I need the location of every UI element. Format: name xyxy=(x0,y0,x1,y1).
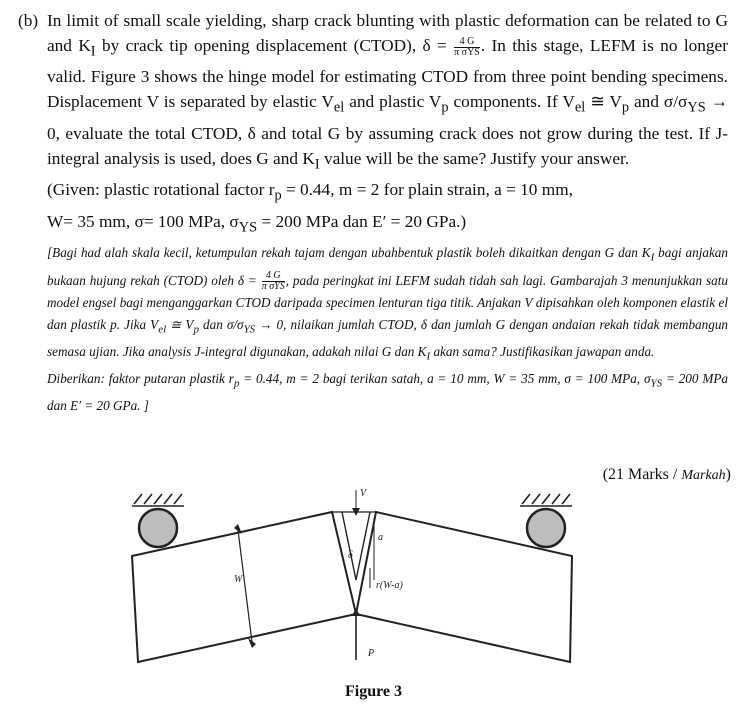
q-text-7: and σ/σ xyxy=(629,92,688,112)
q-sub-5: el xyxy=(574,99,586,116)
question-english xyxy=(18,8,728,177)
label-v: V xyxy=(360,488,367,499)
m-text-4: ≅ V xyxy=(166,316,194,332)
q-sub-7: YS xyxy=(687,99,706,116)
q-text-1: In limit of small scale yielding, sharp crack blunting with plastic deformation can be related to G and K xyxy=(47,11,728,55)
given-text-1: (Given: plastic rotational factor r xyxy=(47,180,275,200)
frac-num: 4 G xyxy=(454,37,480,48)
marks-text: (21 Marks / xyxy=(602,466,682,483)
w-dimension-line xyxy=(238,530,252,642)
given-sub-1: p xyxy=(274,187,282,204)
right-support-hatch xyxy=(520,494,572,506)
m-text-3: , pada peringkat ini LEFM sudah tidah sah lagi. Gambarajah 3 menunjukkan satu model engsel bagi menganggarkan CTOD daripada specimen lenturan tiga titik. Anjakan V dipisahkan oleh komponen elastik el dan plastik p. Jika V xyxy=(47,272,728,332)
m-given-1b: = 0.44, m = 2 bagi terikan satah, a = 10 mm, W = 35 mm, σ = 100 MPa, σ xyxy=(239,371,651,387)
q-sub-3: el xyxy=(333,99,345,116)
m-sub-1: I xyxy=(650,251,655,264)
figure-caption: Figure 3 xyxy=(344,683,403,700)
given-text-2: W= 35 mm, σ= 100 MPa, σ xyxy=(47,211,239,231)
left-roller xyxy=(139,509,177,547)
m-text-6: → 0, nilaikan jumlah CTOD, δ dan jumlah G dengan andaian rekah tidak membangun semasa ujian. Jika analysis J-integral digunakan, adakah nilai G dan K xyxy=(47,316,729,359)
label-p: P xyxy=(368,648,375,659)
m-text-2: bagi anjakan bukaan hujung rekah (CTOD) oleh δ = xyxy=(47,245,728,288)
q-text-2: by crack tip opening displacement (CTOD), δ = xyxy=(95,36,454,55)
m-text-5: dan σ/σ xyxy=(198,316,244,332)
q-sub-8: I xyxy=(314,156,320,173)
m-given-1c: = 200 MPa dan E′ = 20 GPa. ] xyxy=(47,371,728,414)
q-text-6: ≅ V xyxy=(585,92,622,112)
marks-close: ) xyxy=(725,466,731,483)
left-support-hatch xyxy=(132,494,184,506)
m-given-sub-1: p xyxy=(233,377,240,390)
given-sub-2: YS xyxy=(238,219,258,236)
m-frac-num: 4 G xyxy=(262,271,285,282)
m-sub-6: I xyxy=(426,350,431,363)
m-given-sub-2: YS xyxy=(650,377,663,390)
right-roller xyxy=(527,509,565,547)
given-line-2 xyxy=(18,209,728,240)
given-text-2b: = 200 MPa dan E′ = 20 GPa.) xyxy=(257,211,467,231)
question-block xyxy=(18,8,728,417)
q-sub-6: p xyxy=(621,99,630,116)
given-text-1b: = 0.44, m = 2 for plain strain, a = 10 mm, xyxy=(281,180,573,200)
label-delta: δ xyxy=(348,550,353,561)
q-text-3: . In this stage, LEFM is no longer valid. Figure 3 shows the hinge model for estimating CTOD from three point bending specimens. Displacement V is separated by elastic V xyxy=(47,36,728,112)
label-r: r(W-a) xyxy=(376,580,403,591)
question-label: (b) xyxy=(18,11,39,30)
m-sub-3: el xyxy=(158,323,167,336)
q-sub-1: I xyxy=(90,43,96,60)
m-text-7: akan sama? Justifikasikan jawapan anda. xyxy=(430,343,655,359)
m-text-1: [Bagi had alah skala kecil, ketumpulan rekah tajam dengan ubahbentuk plastik boleh dikaitkan dengan G dan K xyxy=(47,245,651,261)
frac-den: π σYS xyxy=(454,46,480,58)
q-text-4: and plastic V xyxy=(344,92,442,112)
q-sub-4: p xyxy=(441,99,449,116)
m-sub-5: YS xyxy=(243,323,256,336)
label-w: W xyxy=(234,574,243,585)
marks-malay: Markah xyxy=(681,468,726,483)
question-malay xyxy=(18,242,728,417)
q-text-9: value will be the same? Justify your answer. xyxy=(319,148,630,168)
hinge-model-figure xyxy=(120,484,660,684)
ctod-fraction xyxy=(454,37,480,58)
given-line-1 xyxy=(18,177,728,208)
malay-ctod-fraction xyxy=(262,271,285,292)
m-given-1: Diberikan: faktor putaran plastik r xyxy=(47,371,234,387)
q-text-8: → 0, evaluate the total CTOD, δ and total G by assuming crack does not grow during the test. If J-integral analysis is used, does G and K xyxy=(47,92,728,168)
q-text-5: components. If V xyxy=(448,92,575,112)
label-a: a xyxy=(378,532,383,543)
m-sub-4: p xyxy=(193,323,199,336)
m-frac-den: π σYS xyxy=(261,280,285,292)
marks-label xyxy=(603,466,731,484)
